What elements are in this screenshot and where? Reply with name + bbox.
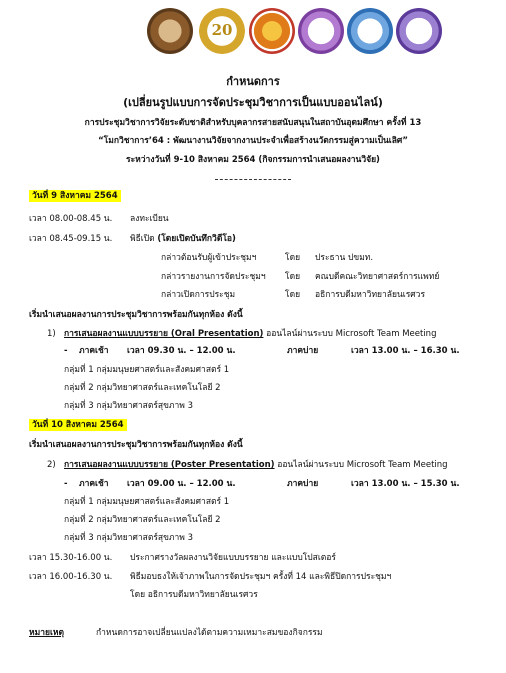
anniversary-20-logo [199, 8, 245, 54]
group-item: กลุ่มที่ 2 กลุ่มวิทยาศาสตร์และเทคโนโลยี 2 [64, 383, 221, 393]
day2-item-desc: พิธีมอบธงให้เจ้าภาพในการจัดประชุมฯ ครั้งที่ 14 และพิธีปิดการประชุมฯ [130, 572, 392, 582]
group-item: กลุ่มที่ 3 กลุ่มวิทยาศาสตร์สุขภาพ 3 [64, 533, 193, 543]
afternoon-session-time: เวลา 13.00 น. – 16.30 น. [351, 346, 460, 356]
oral-presentation-line [64, 329, 436, 340]
day1-item-desc [130, 234, 236, 245]
conference-name: การประชุมวิชาการวิจัยระดับชาติสำหรับบุคลากรสายสนับสนุนในสถาบันอุดมศึกษา ครั้งที่ 13 [84, 118, 422, 128]
morning-session-time: เวลา 09.00 น. – 12.00 น. [127, 479, 236, 489]
speaker-role: กล่าวรายงานการจัดประชุมฯ [161, 272, 266, 282]
organizer-emblem-logo [249, 8, 295, 54]
lotus-emblem-logo [298, 8, 344, 54]
day1-heading [29, 191, 121, 202]
research-network-logo [347, 8, 393, 54]
morning-session-label: ภาคเช้า [79, 346, 109, 356]
morning-session-label: ภาคเช้า [79, 479, 109, 489]
speaker-role: กล่าวเปิดการประชุม [161, 290, 236, 300]
note-text: กำหนดการอาจเปลี่ยนแปลงได้ตามความเหมาะสมของกิจกรรม [96, 628, 323, 638]
day1-item-time: เวลา 08.00-08.45 น. [29, 214, 113, 224]
page-title: กำหนดการ [226, 75, 280, 88]
speaker-by: โดย [285, 272, 301, 282]
day2-item-time: เวลา 16.00-16.30 น. [29, 572, 113, 582]
page-subtitle: (เปลี่ยนรูปแบบการจัดประชุมวิชาการเป็นแบบออนไลน์) [123, 96, 383, 109]
speaker-by: โดย [285, 290, 301, 300]
opening-ceremony-note: (โดยเปิดบันทึกวิดีโอ) [157, 234, 236, 244]
session-bullet: - [64, 479, 68, 489]
morning-session-time: เวลา 09.30 น. – 12.00 น. [127, 346, 236, 356]
day2-heading-text: วันที่ 10 สิงหาคม 2564 [29, 419, 127, 431]
opening-ceremony-label: พิธีเปิด [130, 234, 155, 244]
oral-presentation-platform: ออนไลน์ผ่านระบบ Microsoft Team Meeting [266, 329, 437, 339]
logo-strip [0, 8, 506, 58]
oral-presentation-title: การเสนอผลงานแบบบรรยาย (Oral Presentation) [64, 329, 264, 339]
graduate-school-logo [396, 8, 442, 54]
day2-heading [29, 420, 127, 431]
speaker-role: กล่าวต้อนรับผู้เข้าประชุมฯ [161, 253, 257, 263]
presentation-number: 1) [47, 329, 56, 339]
speaker-name: คณบดีคณะวิทยาศาสตร์การแพทย์ [315, 272, 440, 282]
day2-start-note: เริ่มนำเสนอผลงานการประชุมวิชาการพร้อมกันทุกห้อง ดังนี้ [29, 440, 243, 450]
speaker-name: อธิการบดีมหาวิทยาลัยนเรศวร [315, 290, 426, 300]
speaker-by: โดย [285, 253, 301, 263]
conference-dates: ระหว่างวันที่ 9-10 สิงหาคม 2564 (กิจกรรมการนำเสนอผลงานวิจัย) [126, 155, 380, 165]
presentation-number: 2) [47, 460, 56, 470]
anniversary-20-text: 20 [211, 21, 233, 39]
group-item: กลุ่มที่ 3 กลุ่มวิทยาศาสตร์สุขภาพ 3 [64, 401, 193, 411]
poster-presentation-title: การเสนอผลงานแบบบรรยาย (Poster Presentation) [64, 460, 275, 470]
day1-start-note: เริ่มนำเสนอผลงานการประชุมวิชาการพร้อมกันทุกห้อง ดังนี้ [29, 310, 243, 320]
group-item: กลุ่มที่ 2 กลุ่มวิทยาศาสตร์และเทคโนโลยี 2 [64, 515, 221, 525]
speaker-name: ประธาน ปขมท. [315, 253, 374, 263]
afternoon-session-label: ภาคบ่าย [287, 479, 319, 489]
poster-presentation-line [64, 460, 448, 471]
header-divider [215, 179, 291, 180]
day1-heading-text: วันที่ 9 สิงหาคม 2564 [29, 190, 121, 202]
group-item: กลุ่มที่ 1 กลุ่มมนุษยศาสตร์และสังคมศาสตร์ 1 [64, 497, 230, 507]
university-seal-logo [147, 8, 193, 54]
day2-item-time: เวลา 15.30-16.00 น. [29, 553, 113, 563]
session-bullet: - [64, 346, 68, 356]
conference-theme: “โมกวิชาการ’64 : พัฒนางานวิจัยจากงานประจำเพื่อสร้างนวัตกรรมสู่ความเป็นเลิศ” [98, 136, 408, 146]
poster-presentation-platform: ออนไลน์ผ่านระบบ Microsoft Team Meeting [277, 460, 448, 470]
day1-item-time: เวลา 08.45-09.15 น. [29, 234, 113, 244]
afternoon-session-time: เวลา 13.00 น. – 15.30 น. [351, 479, 460, 489]
day2-item-desc: ประกาศรางวัลผลงานวิจัยแบบบรรยาย และแบบโปสเตอร์ [130, 553, 336, 563]
note-label: หมายเหตุ [29, 628, 64, 638]
afternoon-session-label: ภาคบ่าย [287, 346, 319, 356]
day1-item-desc: ลงทะเบียน [130, 214, 169, 224]
group-item: กลุ่มที่ 1 กลุ่มมนุษยศาสตร์และสังคมศาสตร์ 1 [64, 365, 230, 375]
day2-item-desc-presenter: โดย อธิการบดีมหาวิทยาลัยนเรศวร [130, 590, 258, 600]
